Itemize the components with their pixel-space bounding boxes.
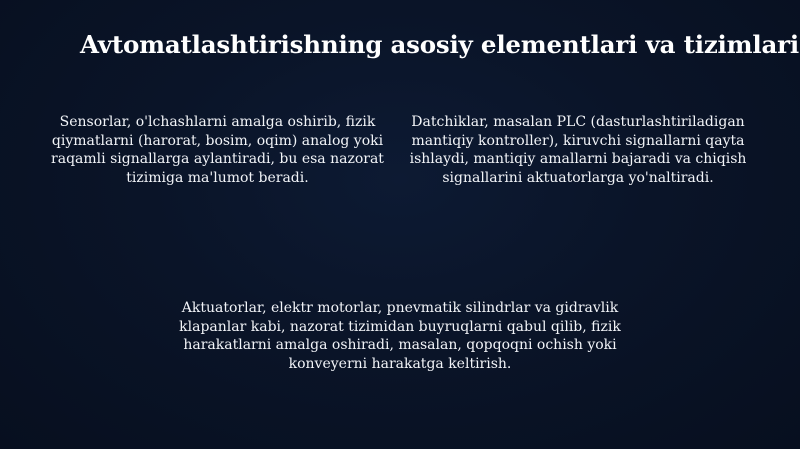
slide-title: Avtomatlashtirishning asosiy elementlari va tizimlari [80, 30, 799, 59]
actuators-text-block: Aktuatorlar, elektr motorlar, pnevmatik silindrlar va gidravlik klapanlar kabi, nazorat tizimidan buyruqlarni qabul qilib, fizik harakatlarni amalga oshiradi, masalan, qopqoqni ochish yoki konveyerni harakatga keltirish. [179, 300, 621, 372]
plc-text-block: Datchiklar, masalan PLC (dasturlashtiriladigan mantiqiy kontroller), kiruvchi signallarni qayta ishlaydi, mantiqiy amallarni bajaradi va chiqish signallarini aktuatorlarga yo'naltiradi. [409, 114, 747, 186]
sensors-text-block: Sensorlar, o'lchashlarni amalga oshirib, fizik qiymatlarni (harorat, bosim, oqim) analog yoki raqamli signallarga aylantiradi, bu esa nazorat tizimiga ma'lumot beradi. [51, 114, 384, 186]
